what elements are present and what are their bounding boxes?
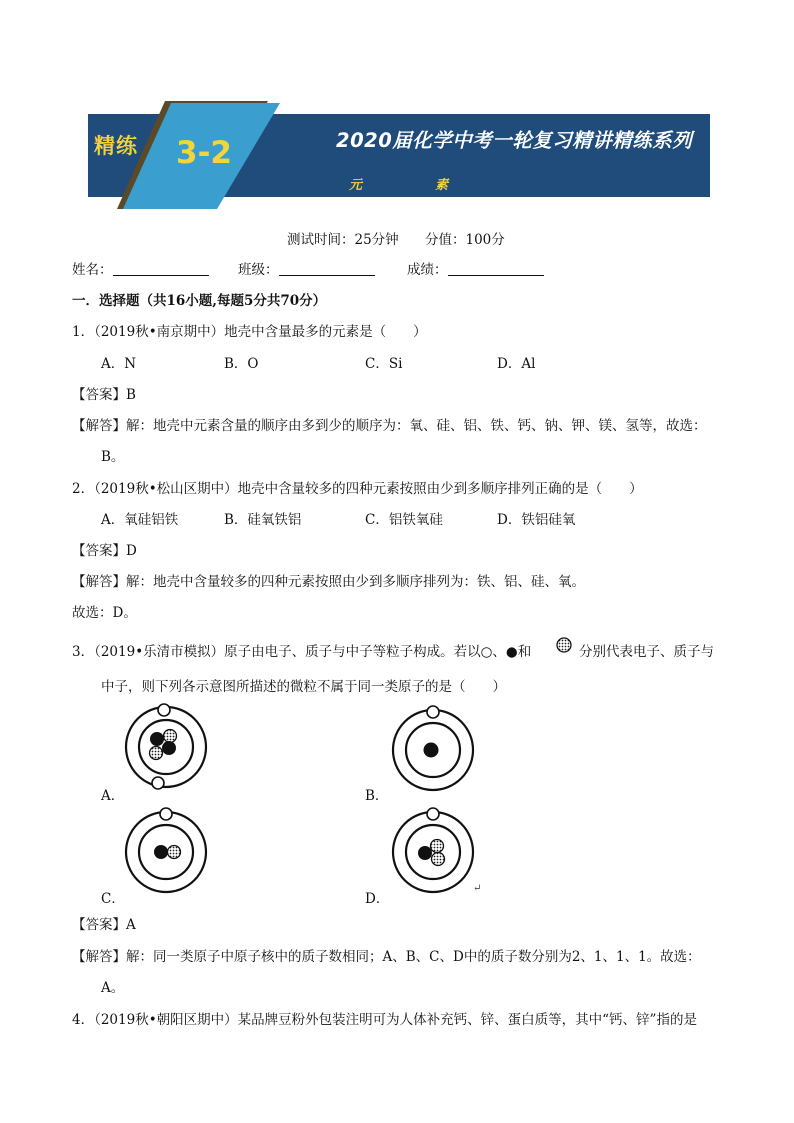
q3-stem: 3．（2019•乐清市模拟）原子由电子、质子与中子等粒子构成。若以○、●和 (72, 644, 532, 660)
q2-explain-cont: 故选：D。 (72, 605, 137, 621)
q2-option-b: B．硅氧铁铝 (224, 512, 302, 528)
class-field (238, 258, 375, 278)
q1-option-a: A．N (101, 356, 137, 372)
q1-option-c: C．Si (365, 356, 403, 372)
q1-option-b: B．O (224, 356, 259, 372)
topic-char-2: 素 (435, 178, 449, 193)
banner-tag: 精练 (94, 134, 138, 158)
grade-label: 成绩： (407, 262, 448, 278)
q4-stem: 4．（2019秋•朝阳区期中）某品牌豆粉外包装注明可为人体补充钙、锌、蛋白质等，其中“钙、锌”指的是 (72, 1012, 697, 1028)
q2-explain: 【解答】解：地壳中含量较多的四种元素按照由少到多顺序排列为：铁、铝、硅、氧。 (72, 574, 585, 590)
atom-diagram-a (118, 702, 214, 798)
q3-option-c-label: C． (101, 891, 125, 907)
q3-option-a-label: A． (101, 788, 125, 804)
class-label: 班级： (238, 262, 279, 278)
atom-diagram-d (385, 804, 481, 900)
test-time: 测试时间：25分钟 (287, 232, 399, 248)
name-label: 姓名： (72, 262, 113, 278)
banner-number: 3-2 (176, 135, 233, 171)
q3-option-d-label: D． (365, 891, 390, 907)
atom-diagram-c (118, 804, 214, 900)
grade-field (407, 258, 544, 278)
name-field (72, 258, 209, 278)
q2-option-c: C．铝铁氧硅 (365, 512, 443, 528)
q3-stem-tail: 分别代表电子、质子与 (579, 644, 714, 660)
q3-answer: 【答案】A (72, 917, 136, 933)
topic-char-1: 元 (349, 178, 363, 193)
q1-option-d: D．Al (497, 356, 536, 372)
neutron-symbol-icon (555, 636, 573, 654)
q1-stem: 1．（2019秋•南京期中）地壳中含量最多的元素是（ ） (72, 324, 427, 340)
name-blank (113, 261, 209, 276)
q2-option-d: D．铁铝硅氧 (497, 512, 576, 528)
q3-stem-cont: 中子，则下列各示意图所描述的微粒不属于同一类原子的是（ ） (101, 679, 506, 695)
q3-explain: 【解答】解：同一类原子中原子核中的质子数相同；A、B、C、D中的质子数分别为2、1、1、1。故选： (72, 949, 701, 965)
header-banner (88, 101, 710, 209)
q3-option-b-label: B． (365, 788, 389, 804)
q2-option-a: A．氧硅铝铁 (101, 512, 179, 528)
test-score: 分值：100分 (425, 232, 505, 248)
q2-answer: 【答案】D (72, 543, 137, 559)
return-mark-icon: ↵ (473, 883, 482, 894)
q2-stem: 2．（2019秋•松山区期中）地壳中含量较多的四种元素按照由少到多顺序排列正确的是（ ） (72, 481, 643, 497)
q1-explain: 【解答】解：地壳中元素含量的顺序由多到少的顺序为：氧、硅、铝、铁、钙、钠、钾、镁、氢等，故选： (72, 418, 707, 434)
series-title: 2020届化学中考一轮复习精讲精练系列 (336, 129, 693, 152)
grade-blank (448, 261, 544, 276)
section-title: 一．选择题（共16小题,每题5分共70分） (72, 293, 327, 309)
atom-diagram-b (385, 702, 481, 798)
q1-explain-cont: B。 (101, 449, 125, 465)
q1-answer: 【答案】B (72, 387, 136, 403)
class-blank (279, 261, 375, 276)
q3-explain-cont: A。 (101, 980, 125, 996)
